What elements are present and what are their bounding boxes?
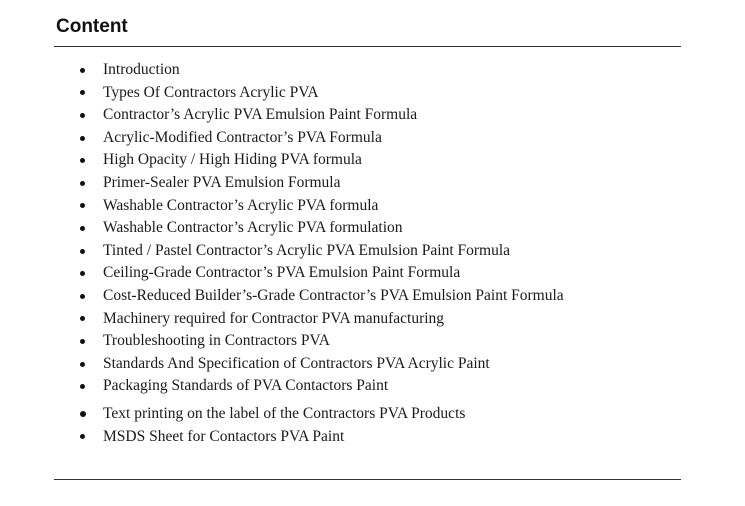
bullet-icon bbox=[80, 411, 86, 417]
list-item-label: Standards And Specification of Contractors PVA Acrylic Paint bbox=[103, 354, 490, 372]
bullet-icon bbox=[80, 294, 85, 299]
list-item-label: High Opacity / High Hiding PVA formula bbox=[103, 151, 362, 169]
bullet-icon bbox=[80, 384, 85, 389]
bullet-icon bbox=[80, 113, 85, 118]
bullet-icon bbox=[80, 362, 85, 367]
bullet-icon bbox=[80, 136, 85, 141]
list-item-label: Contractor’s Acrylic PVA Emulsion Paint Formula bbox=[103, 106, 418, 124]
list-item-label: Primer-Sealer PVA Emulsion Formula bbox=[103, 173, 341, 191]
list-item-label: Packaging Standards of PVA Contactors Paint bbox=[103, 377, 389, 395]
list-item-label: MSDS Sheet for Contactors PVA Paint bbox=[103, 427, 345, 445]
list-item-label: Introduction bbox=[103, 61, 180, 78]
list-item-label: Ceiling-Grade Contractor’s PVA Emulsion Paint Formula bbox=[103, 264, 461, 282]
list-item-label: Cost-Reduced Builder’s-Grade Contractor’s PVA Emulsion Paint Formula bbox=[103, 286, 564, 304]
bullet-icon bbox=[80, 339, 85, 344]
list-item-label: Washable Contractor’s Acrylic PVA formulation bbox=[103, 219, 403, 237]
bullet-icon bbox=[80, 203, 85, 208]
bullet-icon bbox=[80, 316, 85, 321]
bullet-icon bbox=[80, 249, 85, 254]
list-item-label: Machinery required for Contractor PVA manufacturing bbox=[103, 309, 445, 327]
list-item-label: Acrylic-Modified Contractor’s PVA Formula bbox=[103, 128, 382, 146]
list-item-label: Types Of Contractors Acrylic PVA bbox=[103, 83, 319, 101]
bullet-icon bbox=[80, 226, 85, 231]
bullet-icon bbox=[80, 434, 85, 439]
list-item-label: Washable Contractor’s Acrylic PVA formula bbox=[103, 196, 379, 214]
top-divider bbox=[54, 46, 681, 47]
bullet-icon bbox=[80, 68, 85, 73]
bottom-divider bbox=[54, 479, 681, 480]
bullet-icon bbox=[80, 158, 85, 163]
page-title: Content bbox=[56, 16, 128, 37]
list-item-label: Text printing on the label of the Contractors PVA Products bbox=[103, 404, 466, 422]
list-item-label: Tinted / Pastel Contractor’s Acrylic PVA Emulsion Paint Formula bbox=[103, 241, 511, 259]
list-item-label: Troubleshooting in Contractors PVA bbox=[103, 332, 330, 350]
bullet-icon bbox=[80, 181, 85, 186]
bullet-icon bbox=[80, 271, 85, 276]
bullet-icon bbox=[80, 90, 85, 95]
